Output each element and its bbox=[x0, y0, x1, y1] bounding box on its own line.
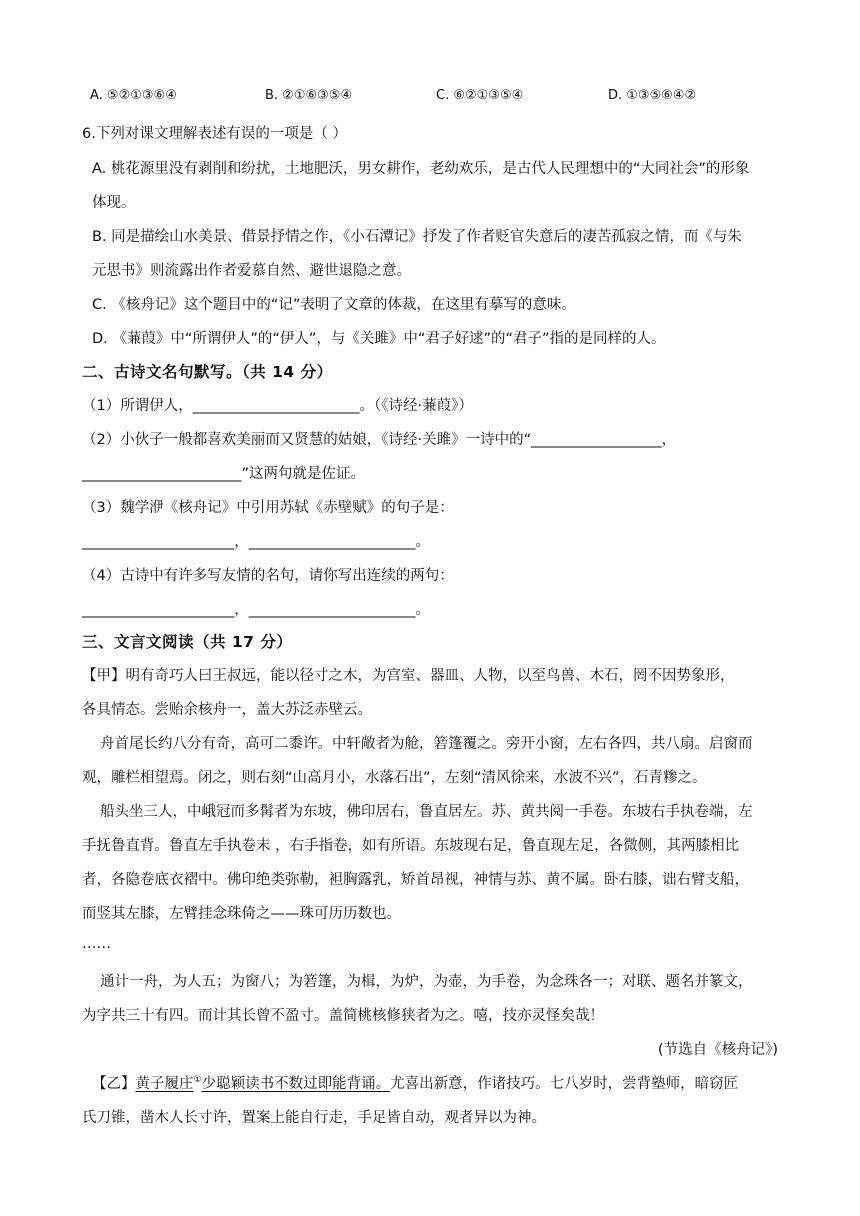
q6-option-b-line1: B. 同是描绘山水美景、借景抒情之作，《小石潭记》抒发了作者贬官失意后的凄苦孤寂之情，而《与朱 bbox=[92, 229, 742, 245]
passage-jia-p2-line2: 观，雕栏相望焉。闭之，则右刻“山高月小，水落石出”，左刻“清风徐来，水波不兴”，石青糁之。 bbox=[82, 770, 707, 786]
passage-ellipsis: …… bbox=[82, 936, 111, 952]
q5-option-b: B. ②①⑥③⑤④ bbox=[265, 88, 353, 103]
section2-q3-blanks: _____________________，_______________________。 bbox=[82, 534, 430, 550]
q6-option-a-line1: A. 桃花源里没有剥削和纷扰，土地肥沃，男女耕作，老幼欢乐，是古代人民理想中的“大同社会”的形象 bbox=[92, 161, 750, 177]
section2-q2-line1: （2）小伙子一般都喜欢美丽而又贤慧的姑娘，《诗经·关雎》一诗中的“__________________， bbox=[82, 432, 677, 448]
passage-yi-rest: 尤喜出新意，作诸技巧。七八岁时，尝背塾师，暗窃匠 bbox=[390, 1076, 739, 1092]
q5-option-d: D. ①③⑤⑥④② bbox=[608, 88, 697, 103]
section2-q4-blanks: _____________________，_______________________。 bbox=[82, 602, 430, 618]
passage-jia-p3-line1: 船头坐三人，中峨冠而多髯者为东坡，佛印居右，鲁直居左。苏、黄共阅一手卷。东坡右手执卷端，左 bbox=[100, 804, 753, 820]
passage-yi-label: 【乙】 bbox=[92, 1076, 136, 1092]
passage-jia-p2-line1: 舟首尾长约八分有奇，高可二黍许。中轩敞者为舱，箬篷覆之。旁开小窗，左右各四，共八扇。启窗而 bbox=[100, 736, 753, 752]
passage-jia-p1-line2: 各具情态。尝贻余核舟一，盖大苏泛赤壁云。 bbox=[82, 702, 372, 718]
passage-yi-underlined-sentence: 少聪颖读书不数过即能背诵。 bbox=[201, 1076, 391, 1092]
q5-option-c: C. ⑥②①③⑤④ bbox=[436, 88, 524, 103]
passage-jia-p1-line1: 【甲】明有奇巧人曰王叔远，能以径寸之木，为宫室、器皿、人物，以至鸟兽、木石，罔不因势象形， bbox=[82, 668, 735, 684]
q6-stem: 6.下列对课文理解表述有误的一项是（ ） bbox=[82, 126, 347, 142]
section2-q3-line1: （3）魏学洢《核舟记》中引用苏轼《赤壁赋》的句子是： bbox=[82, 500, 454, 516]
q6-option-b-line2: 元思书》则流露出作者爱慕自然、避世退隐之意。 bbox=[92, 263, 411, 279]
section2-q2-line2: ______________________”这两句就是佐证。 bbox=[82, 466, 366, 482]
section2-title: 二、古诗文名句默写。（共 14 分） bbox=[82, 363, 333, 381]
passage-yi-line2: 氏刀锥，凿木人长寸许，置案上能自行走，手足皆自动，观者异以为神。 bbox=[82, 1110, 546, 1126]
q5-options bbox=[90, 88, 790, 110]
section2-q4-line1: （4）古诗中有许多写友情的名句，请你写出连续的两句： bbox=[82, 568, 454, 584]
footnote-marker: ① bbox=[193, 1075, 202, 1086]
passage-jia-p3-line2: 手抚鲁直背。鲁直左手执卷末 ，右手指卷，如有所语。东坡现右足，鲁直现左足，各微侧，其两膝相比 bbox=[82, 838, 740, 854]
passage-yi-line1 bbox=[92, 1072, 780, 1093]
section3-title: 三、文言文阅读（共 17 分） bbox=[82, 633, 293, 651]
passage-jia-p3-line3: 者，各隐卷底衣褶中。佛印绝类弥勒，袒胸露乳，矫首昂视，神情与苏、黄不属。卧右膝，诎右臂支船， bbox=[82, 872, 749, 888]
q6-option-c: C. 《核舟记》这个题目中的“记”表明了文章的体裁，在这里有摹写的意味。 bbox=[92, 297, 576, 313]
section2-q1: （1）所谓伊人，_______________________。（《诗经·蒹葭》） bbox=[82, 398, 473, 414]
passage-yi-name: 黄子履庄 bbox=[135, 1076, 194, 1092]
passage-source: (节选自《核舟记》) bbox=[657, 1042, 778, 1058]
q5-option-a: A. ⑤②①③⑥④ bbox=[90, 88, 177, 103]
passage-jia-p3-line4: 而竖其左膝，左臂挂念珠倚之——珠可历历数也。 bbox=[82, 906, 401, 922]
q6-option-a-line2: 体现。 bbox=[92, 195, 136, 211]
passage-jia-p4-line2: 为字共三十有四。而计其长曾不盈寸。盖简桃核修狭者为之。嘻，技亦灵怪矣哉！ bbox=[82, 1008, 604, 1024]
passage-jia-p4-line1: 通计一舟，为人五；为窗八；为箬篷，为楫，为炉，为壶，为手卷，为念珠各一；对联、题名并篆文， bbox=[100, 974, 753, 990]
q6-option-d: D. 《蒹葭》中“所谓伊人”的“伊人”，与《关雎》中“君子好逑”的“君子”指的是同样的人。 bbox=[92, 331, 666, 347]
